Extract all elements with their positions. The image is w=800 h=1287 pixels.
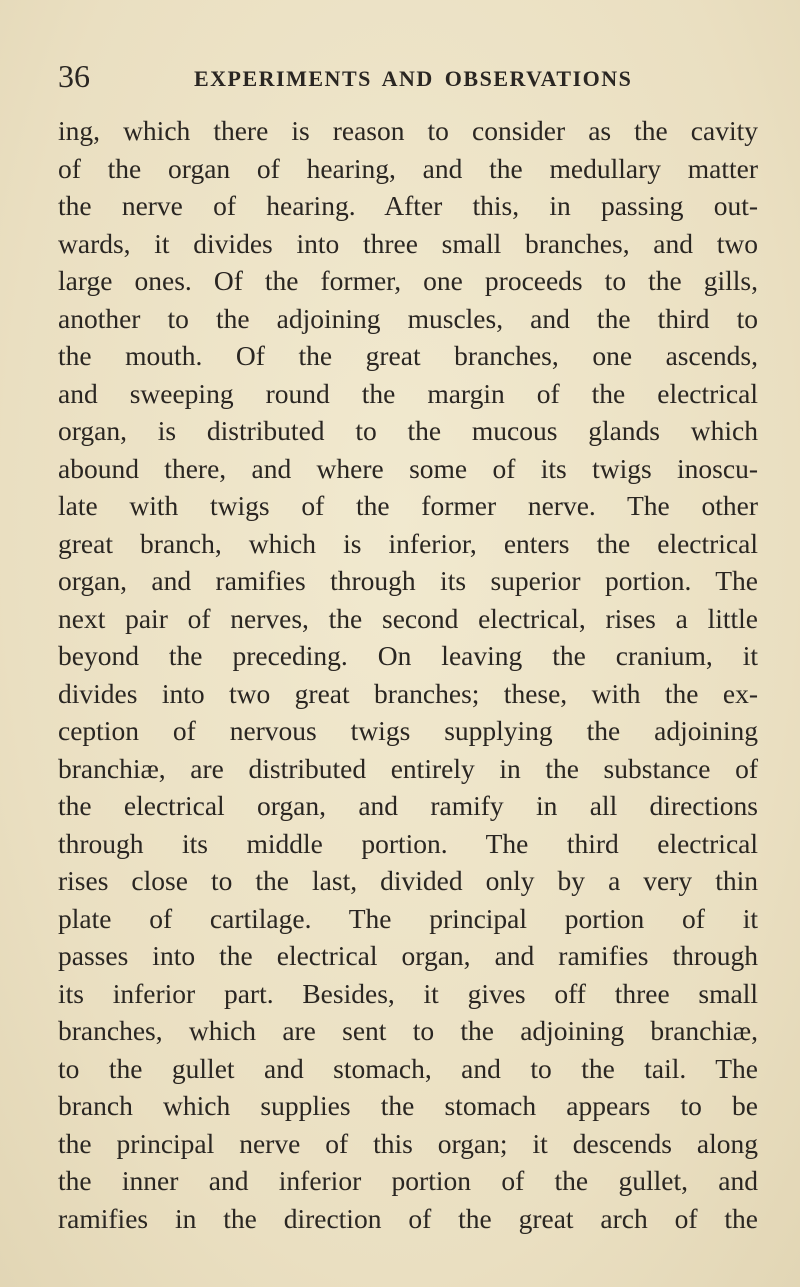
text-line: the electrical organ, and ramify in all directions bbox=[58, 790, 758, 821]
text-line: its inferior part. Besides, it gives off three small bbox=[58, 977, 758, 1009]
text-line: large ones. Of the former, one proceeds to the gills, bbox=[58, 265, 758, 296]
running-head: EXPERIMENTS AND OBSERVATIONS bbox=[194, 66, 633, 91]
text-line: another to the adjoining muscles, and the third to bbox=[58, 302, 758, 334]
text-line: plate of cartilage. The principal portion of it bbox=[58, 902, 758, 934]
text-line: ception of nervous twigs supplying the adjoining bbox=[58, 715, 758, 746]
text-line: organ, and ramifies through its superior portion. The bbox=[58, 565, 758, 596]
text-line: abound there, and where some of its twigs inoscu- bbox=[58, 452, 758, 484]
text-line: divides into two great branches; these, with the ex- bbox=[58, 677, 758, 709]
text-line: ing, which there is reason to consider as the cavity bbox=[58, 115, 758, 146]
text-line: to the gullet and stomach, and to the tail. The bbox=[58, 1052, 758, 1084]
text-line: of the organ of hearing, and the medullary matter bbox=[58, 152, 758, 184]
text-line: the principal nerve of this organ; it descends along bbox=[58, 1127, 758, 1159]
text-line: branchiæ, are distributed entirely in the substance of bbox=[58, 752, 758, 784]
text-line: and sweeping round the margin of the electrical bbox=[58, 377, 758, 409]
text-line: rises close to the last, divided only by a very thin bbox=[58, 865, 758, 896]
text-line: great branch, which is inferior, enters the electrical bbox=[58, 527, 758, 559]
text-line: the mouth. Of the great branches, one ascends, bbox=[58, 340, 758, 371]
body-text bbox=[58, 112, 758, 1237]
text-line: the inner and inferior portion of the gullet, and bbox=[58, 1165, 758, 1196]
text-line: passes into the electrical organ, and ramifies through bbox=[58, 940, 758, 971]
text-line: organ, is distributed to the mucous glands which bbox=[58, 415, 758, 446]
text-line: ramifies in the direction of the great arch of the bbox=[58, 1202, 758, 1234]
text-line: branches, which are sent to the adjoining branchiæ, bbox=[58, 1015, 758, 1046]
text-line: beyond the preceding. On leaving the cranium, it bbox=[58, 640, 758, 671]
text-line: the nerve of hearing. After this, in passing out- bbox=[58, 190, 758, 221]
text-line: branch which supplies the stomach appears to be bbox=[58, 1090, 758, 1121]
page-header bbox=[58, 56, 758, 96]
text-line: next pair of nerves, the second electrical, rises a little bbox=[58, 602, 758, 634]
text-line: wards, it divides into three small branches, and two bbox=[58, 227, 758, 259]
text-line: through its middle portion. The third electrical bbox=[58, 827, 758, 859]
text-line: late with twigs of the former nerve. The other bbox=[58, 490, 758, 521]
page-number: 36 bbox=[58, 58, 90, 94]
